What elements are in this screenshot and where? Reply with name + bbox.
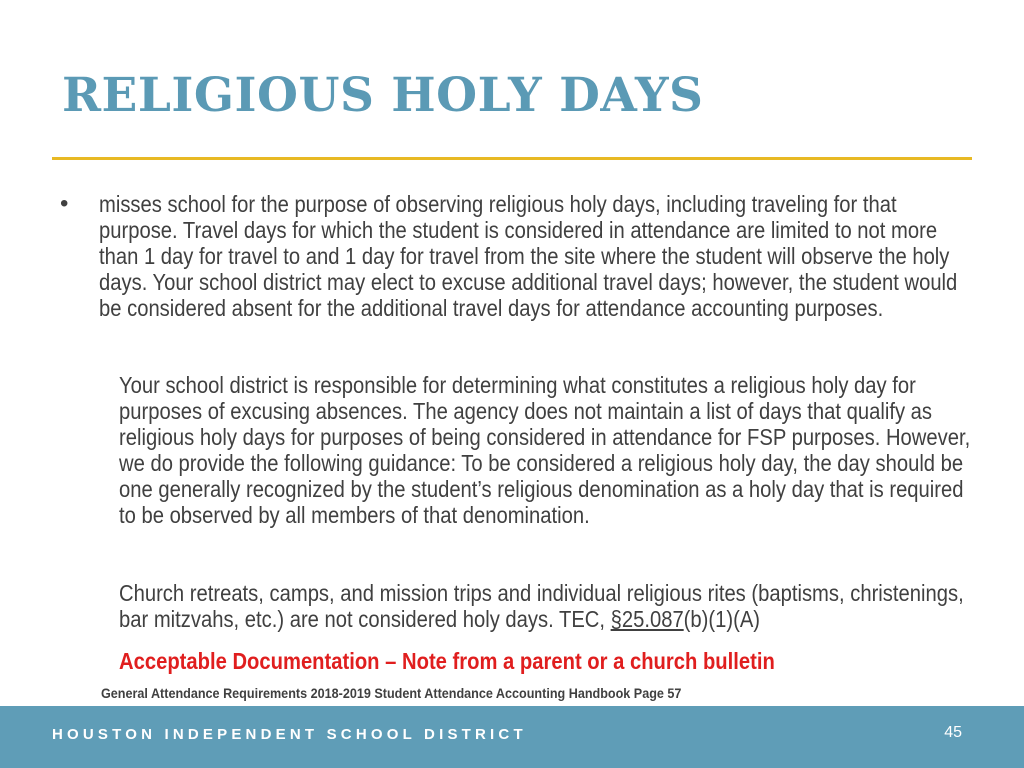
slide-title: RELIGIOUS HOLY DAYS xyxy=(62,68,704,123)
title-divider xyxy=(52,157,972,160)
guidance-paragraph: Your school district is responsible for determining what constitutes a religious holy day for purposes of excusing absences. The agency does not maintain a list of days that qualify as religious holy days for purposes of being considered in attendance for FSP purposes. However, we do provide the following guidance: To be considered a religious holy day, the day should be one generally recognized by the student’s religious denomination as a holy day that is required to be observed by all members of that denomination. xyxy=(119,372,971,528)
footer-bar xyxy=(0,706,1024,768)
exclusions-paragraph xyxy=(119,580,970,632)
footer-organization: HOUSTON INDEPENDENT SCHOOL DISTRICT xyxy=(52,726,527,743)
source-note: General Attendance Requirements 2018-2019 Student Attendance Accounting Handbook Page 57 xyxy=(101,685,682,701)
exclusions-text: Church retreats, camps, and mission trips and individual religious rites (baptisms, christenings, bar mitzvahs, etc.) are not considered holy days. TEC, xyxy=(119,580,964,632)
page-number: 45 xyxy=(944,724,962,741)
bullet-marker: • xyxy=(60,190,69,217)
acceptable-documentation: Acceptable Documentation – Note from a parent or a church bulletin xyxy=(119,648,775,674)
tec-section-suffix: (b)(1)(A) xyxy=(683,606,761,632)
tec-section-link[interactable]: §25.087 xyxy=(610,606,684,632)
bullet-paragraph: misses school for the purpose of observing religious holy days, including traveling for that purpose. Travel days for which the student is considered in attendance are limited to not more than 1 day for travel to and 1 day for travel from the site where the student will observe the holy days. Your school district may elect to excuse additional travel days; however, the student would be considered absent for the additional travel days for attendance accounting purposes. xyxy=(99,191,958,321)
